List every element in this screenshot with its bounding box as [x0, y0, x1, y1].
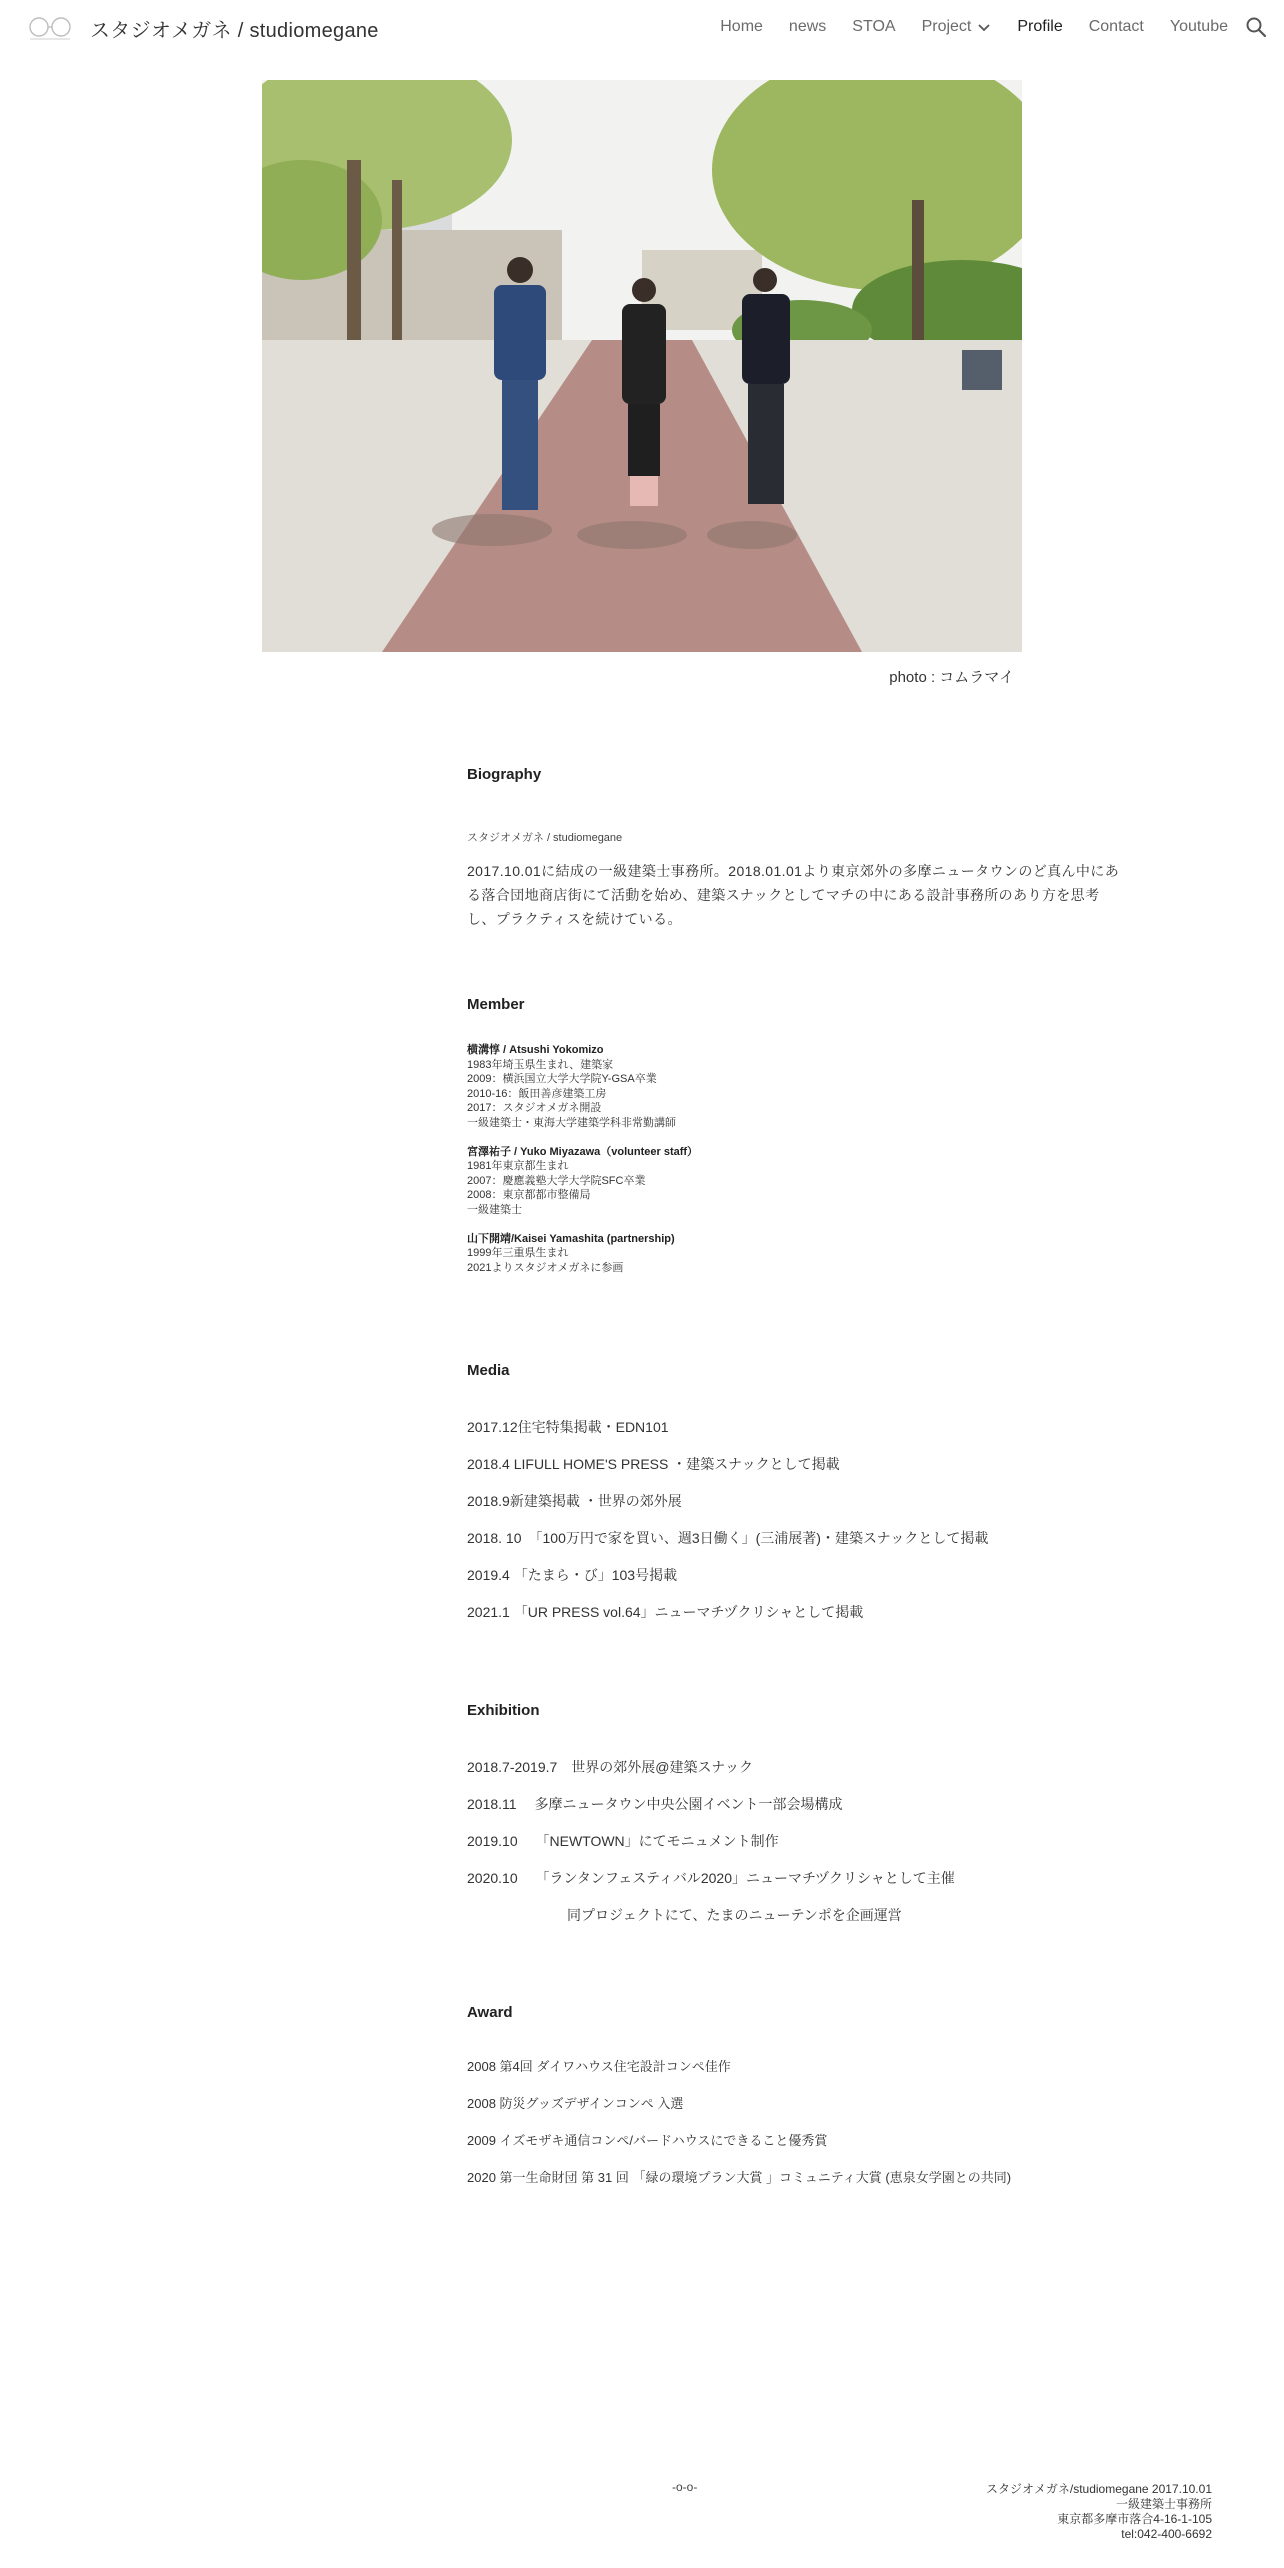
exhibition-continuation: 同プロジェクトにて、たまのニューテンポを企画運営 [567, 1907, 902, 1923]
media-item: 2018. 10 「100万円で家を買い、週3日働く」(三浦展著)・建築スナックとして掲載 [467, 1530, 989, 1546]
award-item: 2020 第一生命財団 第 31 回 「緑の環境プラン大賞 」コミュニティ大賞 (恵泉女学園との共同) [467, 2170, 1012, 2185]
award-heading: Award [467, 2004, 513, 2021]
site-header [0, 0, 1284, 56]
member-name: 横溝惇 / Atsushi Yokomizo [467, 1044, 604, 1056]
exhibition-item: 2020.10 「ランタンフェスティバル2020」ニューマチヅクリシャとして主催 [467, 1870, 955, 1886]
nav-youtube[interactable]: Youtube [1169, 18, 1228, 35]
award-item: 2008 防災グッズデザインコンペ 入選 [467, 2096, 684, 2111]
footer-line: tel:042-400-6692 [1121, 2527, 1212, 2541]
main-nav [694, 18, 1228, 36]
member-line: 1999年三重県生まれ [467, 1247, 569, 1260]
media-section [467, 1362, 1127, 1639]
media-item: 2018.4 LIFULL HOME'S PRESS ・建築スナックとして掲載 [467, 1456, 840, 1472]
member-yokomizo [467, 1043, 1127, 1131]
member-name: 山下開靖/Kaisei Yamashita (partnership) [467, 1232, 675, 1245]
member-line: 一級建築士・東海大学建築学科非常勤講師 [467, 1116, 676, 1129]
media-item: 2017.12住宅特集掲載・EDN101 [467, 1419, 669, 1435]
member-line: 2008：東京都都市整備局 [467, 1189, 591, 1202]
member-line: 一級建築士 [467, 1203, 522, 1216]
footer-line: スタジオメガネ/studiomegane 2017.10.01 [986, 2482, 1212, 2496]
exhibition-item: 2018.11 多摩ニュータウン中央公園イベント一部会場構成 [467, 1796, 843, 1812]
media-item: 2021.1 「UR PRESS vol.64」ニューマチヅクリシャとして掲載 [467, 1604, 864, 1620]
member-line: 1981年東京都生まれ [467, 1160, 569, 1173]
exhibition-item: 2019.10 「NEWTOWN」にてモニュメント制作 [467, 1833, 779, 1849]
media-item: 2019.4 「たまら・び」103号掲載 [467, 1567, 678, 1583]
member-section [467, 996, 1127, 1275]
biography-section [467, 766, 1127, 931]
nav-news[interactable]: news [788, 18, 827, 35]
media-item: 2018.9新建築掲載 ・世界の郊外展 [467, 1493, 682, 1509]
biography-subtitle: スタジオメガネ / studiomegane [467, 832, 623, 844]
chevron-down-icon[interactable] [977, 20, 991, 34]
biography-text: 2017.10.01に結成の一級建築士事務所。2018.01.01より東京郊外の多摩ニュータウンのど真ん中にある落合団地商店街にて活動を始め、建築スナックとしてマチの中にある設計事務所のあり方を思考し、プラクティスを続けている。 [467, 863, 1120, 927]
member-yamashita [467, 1232, 1127, 1276]
search-icon[interactable] [1244, 15, 1268, 39]
nav-stoa[interactable]: STOA [852, 18, 896, 35]
award-item: 2008 第4回 ダイワハウス住宅設計コンペ佳作 [467, 2059, 731, 2074]
nav-project[interactable] [922, 18, 992, 36]
media-heading: Media [467, 1362, 510, 1379]
member-line: 2009：横浜国立大学大学院Y-GSA卒業 [467, 1073, 657, 1086]
hero-photo [262, 80, 1022, 652]
member-name: 宮澤祐子 / Yuko Miyazawa（volunteer staff） [467, 1145, 699, 1158]
nav-contact[interactable]: Contact [1088, 18, 1144, 35]
nav-home[interactable]: Home [720, 18, 763, 35]
member-line: 2021よりスタジオメガネに参画 [467, 1261, 624, 1274]
exhibition-heading: Exhibition [467, 1702, 540, 1719]
footer-address [986, 2482, 1212, 2542]
award-item: 2009 イズモザキ通信コンペ/バードハウスにできること優秀賞 [467, 2133, 828, 2148]
biography-heading: Biography [467, 766, 542, 783]
footer-line: 東京都多摩市落合4-16-1-105 [1057, 2512, 1212, 2526]
photo-credit: photo : コムラマイ [889, 669, 1014, 686]
member-heading: Member [467, 996, 525, 1013]
glasses-logo-icon[interactable] [28, 16, 72, 42]
member-line: 2010-16：飯田善彦建築工房 [467, 1087, 607, 1100]
nav-profile[interactable]: Profile [1017, 18, 1063, 35]
member-line: 2007：慶應義塾大学大学院SFC卒業 [467, 1174, 646, 1187]
award-section [467, 2004, 1127, 2205]
site-title[interactable]: スタジオメガネ / studiomegane [90, 20, 379, 42]
exhibition-section [467, 1702, 1127, 1942]
member-miyazawa [467, 1145, 1127, 1218]
exhibition-item: 2018.7-2019.7 世界の郊外展@建築スナック [467, 1759, 753, 1775]
nav-project-label: Project [921, 18, 972, 35]
member-line: 2017：スタジオメガネ開設 [467, 1102, 602, 1115]
footer-glasses-mark: -o-o- [672, 2480, 698, 2494]
member-line: 1983年埼玉県生まれ、建築家 [467, 1058, 614, 1071]
footer-line: 一級建築士事務所 [1115, 2497, 1212, 2511]
